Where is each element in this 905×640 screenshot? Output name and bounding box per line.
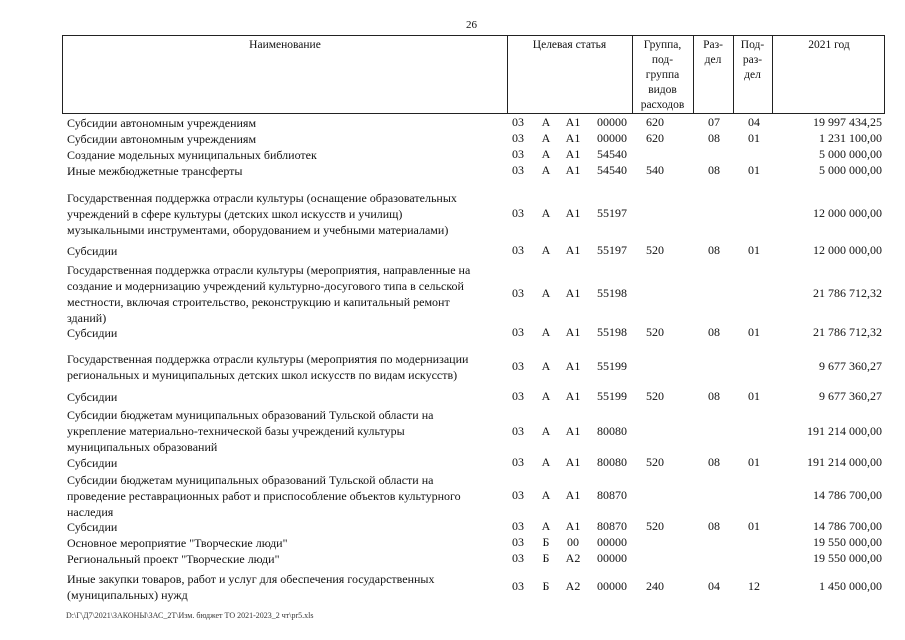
cell-amount: 9 677 360,27 [819, 389, 882, 403]
cell-t3: А1 [565, 206, 581, 220]
row-name-line: Иные закупки товаров, работ и услуг для обеспечения государственных [67, 572, 435, 586]
cell-t1: 03 [512, 206, 524, 220]
row-name-line: Субсидии [67, 456, 118, 470]
cell-sub: 01 [748, 325, 760, 339]
header-subsection [733, 38, 772, 83]
cell-sec: 08 [708, 325, 720, 339]
row-name [67, 163, 507, 179]
cell-sec: 08 [708, 389, 720, 403]
cell-t4: 55198 [597, 325, 627, 339]
cell-t3: А1 [565, 488, 581, 502]
cell-t2: А [541, 519, 551, 533]
cell-t4: 00000 [597, 131, 627, 145]
cell-sub: 01 [748, 519, 760, 533]
cell-amount: 21 786 712,32 [813, 286, 882, 300]
header-name: Наименование [249, 39, 321, 51]
cell-t2: А [541, 243, 551, 257]
cell-t4: 55199 [597, 389, 627, 403]
cell-t3: А2 [565, 579, 581, 593]
row-name-line: местности, включая строительство, реконструкцию и капитальный ремонт [67, 295, 450, 309]
cell-sub: 01 [748, 455, 760, 469]
cell-grp: 520 [646, 325, 664, 339]
row-name [67, 407, 507, 455]
cell-t4: 00000 [597, 535, 627, 549]
cell-grp: 240 [646, 579, 664, 593]
row-name-line: Региональный проект "Творческие люди" [67, 552, 280, 566]
cell-t1: 03 [512, 147, 524, 161]
cell-t3: А2 [565, 551, 581, 565]
cell-amount: 12 000 000,00 [813, 206, 882, 220]
cell-t1: 03 [512, 551, 524, 565]
cell-amount: 191 214 000,00 [807, 455, 882, 469]
cell-sec: 08 [708, 519, 720, 533]
table-header [62, 35, 885, 114]
row-name [67, 571, 507, 603]
row-name-line: (муниципальных) нужд [67, 588, 188, 602]
row-name-line: создание и модернизацию учреждений культурно-досугового типа в сельской [67, 279, 464, 293]
cell-sec: 08 [708, 243, 720, 257]
row-name [67, 351, 507, 383]
row-name [67, 147, 507, 163]
cell-t4: 00000 [597, 551, 627, 565]
cell-t1: 03 [512, 286, 524, 300]
row-name [67, 131, 507, 147]
row-name-line: музыкальными инструментами, оборудованием и учебными материалами) [67, 223, 449, 237]
row-name-line: региональных и муниципальных детских школ искусств по видам искусств) [67, 368, 458, 382]
cell-amount: 5 000 000,00 [819, 163, 882, 177]
cell-sec: 07 [708, 115, 720, 129]
cell-t2: А [541, 147, 551, 161]
cell-t3: А1 [565, 286, 581, 300]
cell-t1: 03 [512, 163, 524, 177]
row-name-line: Государственная поддержка отрасли культуры (оснащение образовательных [67, 191, 457, 205]
cell-t4: 55197 [597, 206, 627, 220]
row-name-line: учреждений в сфере культуры (детских школ искусств и училищ) [67, 207, 403, 221]
cell-t1: 03 [512, 488, 524, 502]
file-path-footer: D:\Г\Д7\2021\ЗАКОНЫ\ЗАС_2Т\Изм. бюджет ТО 2021-2023_2 чт\pr5.xls [66, 611, 314, 620]
row-name-line: муниципальных образований [67, 440, 218, 454]
row-name-line: Субсидии [67, 390, 118, 404]
cell-t3: А1 [565, 455, 581, 469]
row-name [67, 455, 507, 471]
cell-t3: А1 [565, 131, 581, 145]
header-group-line: расходов [640, 99, 685, 111]
cell-t2: Б [542, 579, 550, 593]
cell-sub: 01 [748, 131, 760, 145]
cell-t3: А1 [565, 325, 581, 339]
row-name-line: Субсидии бюджетам муниципальных образований Тульской области на [67, 473, 434, 487]
row-name [67, 115, 507, 131]
row-name-line: Государственная поддержка отрасли культуры (мероприятия по модернизации [67, 352, 469, 366]
cell-sec: 08 [708, 131, 720, 145]
cell-t4: 55197 [597, 243, 627, 257]
header-subsection-line: раз- [742, 54, 763, 66]
cell-t3: А1 [565, 359, 581, 373]
cell-t1: 03 [512, 359, 524, 373]
cell-amount: 12 000 000,00 [813, 243, 882, 257]
cell-t3: А1 [565, 163, 581, 177]
cell-t4: 55199 [597, 359, 627, 373]
row-name [67, 325, 507, 341]
cell-t1: 03 [512, 243, 524, 257]
row-name-line: Создание модельных муниципальных библиотек [67, 148, 317, 162]
cell-t4: 00000 [597, 115, 627, 129]
cell-sub: 01 [748, 389, 760, 403]
header-group [632, 38, 693, 113]
cell-t2: А [541, 389, 551, 403]
row-name-line: Субсидии бюджетам муниципальных образований Тульской области на [67, 408, 434, 422]
cell-amount: 19 550 000,00 [813, 535, 882, 549]
header-subsection-line: дел [744, 69, 761, 81]
cell-t1: 03 [512, 424, 524, 438]
cell-amount: 5 000 000,00 [819, 147, 882, 161]
cell-amount: 14 786 700,00 [813, 488, 882, 502]
cell-t3: 00 [567, 535, 579, 549]
cell-t2: А [541, 424, 551, 438]
row-name-line: Основное мероприятие "Творческие люди" [67, 536, 288, 550]
row-name [67, 535, 507, 551]
header-subsection-line: Под- [740, 39, 765, 51]
row-name-line: Государственная поддержка отрасли культуры (мероприятия, направленные на [67, 263, 471, 277]
cell-t4: 80870 [597, 519, 627, 533]
cell-t2: А [541, 325, 551, 339]
cell-t4: 80080 [597, 455, 627, 469]
cell-amount: 14 786 700,00 [813, 519, 882, 533]
cell-amount: 1 450 000,00 [819, 579, 882, 593]
cell-sub: 12 [748, 579, 760, 593]
cell-t1: 03 [512, 131, 524, 145]
cell-t2: А [541, 488, 551, 502]
cell-t1: 03 [512, 115, 524, 129]
cell-t2: Б [542, 551, 550, 565]
cell-sec: 08 [708, 163, 720, 177]
cell-t3: А1 [565, 424, 581, 438]
header-group-line: Группа, [643, 39, 682, 51]
cell-t2: А [541, 359, 551, 373]
row-name [67, 472, 507, 520]
cell-t2: А [541, 131, 551, 145]
row-name-line: Субсидии [67, 326, 118, 340]
header-section [693, 38, 733, 68]
cell-sub: 01 [748, 163, 760, 177]
cell-t4: 54540 [597, 147, 627, 161]
row-name-line: проведение реставрационных работ и приспособление объектов культурного [67, 489, 461, 503]
cell-t2: А [541, 163, 551, 177]
cell-t2: А [541, 206, 551, 220]
row-name-line: Субсидии [67, 520, 118, 534]
row-name-line: Субсидии автономным учреждениям [67, 116, 257, 130]
cell-amount: 21 786 712,32 [813, 325, 882, 339]
row-name [67, 190, 507, 238]
cell-grp: 620 [646, 115, 664, 129]
header-section-line: дел [704, 54, 722, 66]
header-group-line: группа [645, 69, 680, 81]
row-name [67, 243, 507, 259]
cell-t2: Б [542, 535, 550, 549]
cell-grp: 520 [646, 519, 664, 533]
cell-grp: 520 [646, 455, 664, 469]
row-name-line: Иные межбюджетные трансферты [67, 164, 243, 178]
row-name [67, 551, 507, 567]
cell-t3: А1 [565, 147, 581, 161]
cell-amount: 19 550 000,00 [813, 551, 882, 565]
cell-t2: А [541, 115, 551, 129]
header-target: Целевая статья [532, 39, 607, 51]
row-name-line: зданий) [67, 311, 107, 325]
cell-t1: 03 [512, 455, 524, 469]
row-name [67, 519, 507, 535]
cell-sec: 04 [708, 579, 720, 593]
cell-amount: 191 214 000,00 [807, 424, 882, 438]
page-number: 26 [466, 19, 477, 31]
cell-t3: А1 [565, 389, 581, 403]
cell-amount: 19 997 434,25 [813, 115, 882, 129]
cell-amount: 9 677 360,27 [819, 359, 882, 373]
row-name [67, 389, 507, 405]
cell-t1: 03 [512, 579, 524, 593]
cell-t1: 03 [512, 389, 524, 403]
row-name-line: укрепление материально-технической базы учреждений культуры [67, 424, 405, 438]
cell-grp: 540 [646, 163, 664, 177]
cell-sub: 01 [748, 243, 760, 257]
cell-t3: А1 [565, 519, 581, 533]
cell-sec: 08 [708, 455, 720, 469]
row-name-line: наследия [67, 505, 114, 519]
cell-grp: 620 [646, 131, 664, 145]
cell-grp: 520 [646, 389, 664, 403]
cell-sub: 04 [748, 115, 760, 129]
cell-t3: А1 [565, 115, 581, 129]
cell-t1: 03 [512, 535, 524, 549]
row-name-line: Субсидии автономным учреждениям [67, 132, 257, 146]
cell-grp: 520 [646, 243, 664, 257]
header-group-line: видов [648, 84, 677, 96]
cell-t1: 03 [512, 519, 524, 533]
row-name [67, 262, 507, 326]
header-year: 2021 год [808, 39, 850, 51]
cell-t1: 03 [512, 325, 524, 339]
header-group-line: под- [651, 54, 674, 66]
cell-t2: А [541, 455, 551, 469]
cell-t4: 00000 [597, 579, 627, 593]
cell-t4: 80080 [597, 424, 627, 438]
cell-t4: 54540 [597, 163, 627, 177]
cell-t4: 80870 [597, 488, 627, 502]
cell-t2: А [541, 286, 551, 300]
cell-t3: А1 [565, 243, 581, 257]
cell-amount: 1 231 100,00 [819, 131, 882, 145]
row-name-line: Субсидии [67, 244, 118, 258]
header-section-line: Раз- [703, 39, 723, 51]
cell-t4: 55198 [597, 286, 627, 300]
